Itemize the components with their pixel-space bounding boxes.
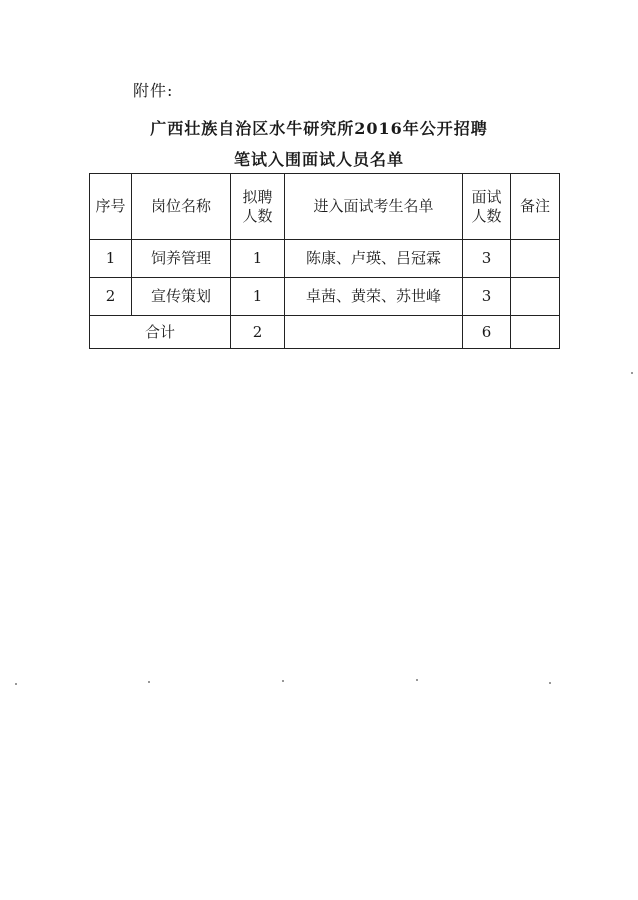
cell-planned-hires: 1 <box>231 240 285 278</box>
cell-total-remarks <box>511 316 560 349</box>
cell-candidate-list: 陈康、卢瑛、吕冠霖 <box>285 240 463 278</box>
scan-speck <box>416 679 418 681</box>
header-planned-hires-line1: 拟聘 <box>242 187 273 206</box>
table-row <box>90 278 560 316</box>
table-row <box>90 240 560 278</box>
cell-remarks <box>511 240 560 278</box>
attachment-label: 附件: <box>133 81 174 100</box>
header-candidate-list: 进入面试考生名单 <box>285 174 463 240</box>
table-total-row <box>90 316 560 349</box>
cell-total-interview: 6 <box>463 316 511 349</box>
scan-speck <box>15 683 17 685</box>
scan-speck <box>148 681 150 683</box>
header-planned-hires <box>231 174 285 240</box>
cell-planned-hires: 1 <box>231 278 285 316</box>
header-remarks: 备注 <box>511 174 560 240</box>
cell-serial-number: 2 <box>90 278 132 316</box>
document-title-line1: 广西壮族自治区水牛研究所2016年公开招聘 <box>150 119 488 138</box>
cell-position-name: 宣传策划 <box>132 278 231 316</box>
cell-interview-count: 3 <box>463 240 511 278</box>
cell-total-candidates <box>285 316 463 349</box>
header-interview-count <box>463 174 511 240</box>
cell-total-label: 合计 <box>90 316 231 349</box>
cell-position-name: 饲养管理 <box>132 240 231 278</box>
header-position-name: 岗位名称 <box>132 174 231 240</box>
scan-speck <box>549 682 551 684</box>
header-planned-hires-line2: 人数 <box>242 206 273 225</box>
scan-speck <box>282 680 284 682</box>
cell-candidate-list: 卓茜、黄荣、苏世峰 <box>285 278 463 316</box>
header-interview-count-line1: 面试 <box>471 187 502 206</box>
interview-list-table <box>89 173 560 349</box>
cell-serial-number: 1 <box>90 240 132 278</box>
document-title-line2: 笔试入围面试人员名单 <box>233 150 404 169</box>
cell-interview-count: 3 <box>463 278 511 316</box>
table-header-row <box>90 174 560 240</box>
header-serial-number: 序号 <box>90 174 132 240</box>
cell-total-planned: 2 <box>231 316 285 349</box>
header-interview-count-line2: 人数 <box>471 206 502 225</box>
scan-speck <box>631 372 633 374</box>
cell-remarks <box>511 278 560 316</box>
